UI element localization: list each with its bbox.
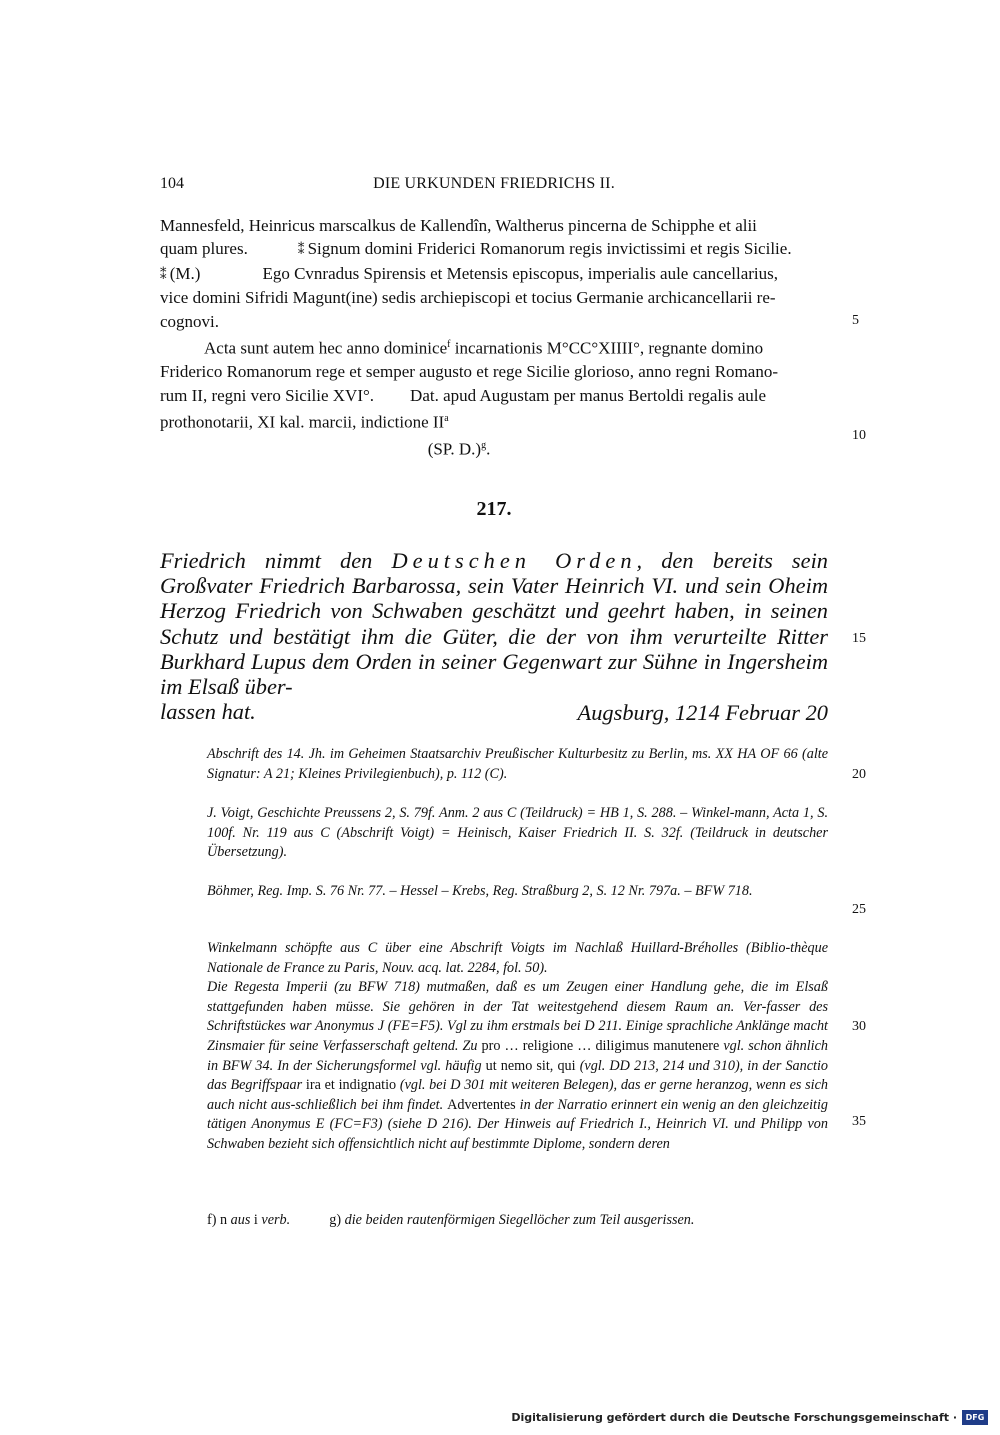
- dfg-logo-icon: DFG: [962, 1410, 988, 1425]
- running-head: DIE URKUNDEN FRIEDRICHS II.: [373, 175, 615, 192]
- line-number: 20: [852, 767, 866, 782]
- text-line: prothonotarii, XI kal. marcii, indictione $II^a$: [160, 412, 449, 432]
- text-line: Mannesfeld, Heinricus marscalkus de Kallendîn, Waltherus pincerna de Schipphe et alii: [160, 216, 757, 235]
- footnotes: [207, 1212, 694, 1229]
- footnote-f: f) n aus i verb.: [207, 1212, 291, 1228]
- text-line: Friderico Romanorum rege et semper augusto et rege Sicilie glorioso, anno regni Romano-: [160, 362, 778, 382]
- line-number: 35: [852, 1114, 866, 1129]
- line-number: 10: [852, 428, 866, 443]
- line-number: 30: [852, 1019, 866, 1034]
- charter-text: [160, 214, 828, 461]
- order-name: Deutschen Orden: [391, 548, 637, 573]
- text-line: vice domini Sifridi Magunt(ine) sedis archiepiscopi et tocius Germanie archicancellarii re-: [160, 288, 776, 308]
- regesta-note: Böhmer, Reg. Imp. S. 76 Nr. 77. – Hessel – Krebs, Reg. Straßburg 2, S. 12 Nr. 797a. – BFW 718.: [207, 883, 753, 899]
- editions-note: J. Voigt, Geschichte Preussens 2, S. 79f. Anm. 2 aus C (Teildruck) = HB 1, S. 288. – Winkel-mann, Acta 1, S. 100f. Nr. 119 aus C (Abschrift Voigt) = Heinisch, Kaiser Friedrich II. S. 32f. (Teildruck in deutscher Übersetzung).: [207, 805, 828, 861]
- signum-mark-icon: ⁑: [297, 242, 304, 258]
- commentary: Winkelmann schöpfte aus C über eine Abschrift Voigts im Nachlaß Huillard-Bréholles (Biblio-thèque Nationale de France zu Paris, Nouv. acq. lat. 2284, fol. 50). Die Regesta Imperii (zu BFW 718) mutmaßen, daß es um Zeugen einer Handlung gehe, die im Elsaß stattgefunden haben müsse. Sie gehören in der Tat weitestgehend diesem Raum an. Ver-fasser des Schriftstückes war Anonymus J (FE=F5). Vgl zu ihm erstmals bei D 211. Einige sprachliche Anklänge macht Zinsmaier für seine Verfasserschaft geltend. Zu pro … religione … diligimus manutenere vgl. schon ähnlich in BFW 34. In der Sicherungsformel vgl. häufig ut nemo sit, qui (vgl. DD 213, 214 und 310), in der Sanctio das Begriffspaar ira et indignatio (vgl. bei D 301 mit weiteren Belegen), das er gerne heranzog, wenn es sich auch nicht aus-schließlich bei ihm findet. Advertentes in der Narratio erinnert ein wenig an den gleichzeitig tätigen Anonymus E (FC=F3) (siehe D 216). Der Hinweis auf Friedrich I., Heinrich VI. und Philipp von Schwaben bezieht sich offensichtlich nicht auf bestimmte Diplome, sondern deren: [207, 940, 829, 1152]
- regest: Friedrich nimmt den Deutschen Orden, den bereits sein Großvater Friedrich Barbarossa, sein Vater Heinrich VI. und sein Oheim Herzog Friedrich von Schwaben geschätzt und geehrt haben, in seinen Schutz und bestätigt ihm die Güter, die der von ihm verurteilte Ritter Burkhard Lupus dem Orden in seiner Gegenwart zur Sühne in Ingersheim im Elsaß über- lassen hat.: [160, 548, 828, 725]
- footnote-g: g) die beiden rautenförmigen Siegellöcher zum Teil ausgerissen.: [329, 1212, 695, 1228]
- signum-mark-icon: ⁑: [160, 266, 166, 282]
- document-number: 217.: [476, 498, 512, 520]
- line-number: 25: [852, 902, 866, 917]
- seal-note: (SP. D.)$^g$.: [427, 439, 491, 459]
- page-number: 104: [160, 175, 184, 192]
- text-line: rum II, regni vero Sicilie XVI°. Dat. apud Augustam per manus Bertoldi regalis aule: [160, 385, 767, 405]
- text-line: Acta sunt autem hec anno dominice$^f$ incarnationis M°CC°XIIII°, regnante domino: [204, 338, 764, 358]
- text-line: quam plures. ⁑ Signum domini Friderici Romanorum regis invictissimi et regis Sicilie.: [160, 239, 792, 259]
- document-date: Augsburg, 1214 Februar 20: [577, 700, 828, 725]
- line-number: 5: [852, 313, 859, 328]
- digitization-credit: Digitalisierung gefördert durch die Deutsche Forschungsgemeinschaft · DFG: [511, 1410, 988, 1425]
- text-line: ⁑ (M.) Ego Cvnradus Spirensis et Metensis episcopus, imperialis aule cancellarius,: [160, 263, 779, 283]
- line-number: 15: [852, 631, 866, 646]
- transmission-note: Abschrift des 14. Jh. im Geheimen Staatsarchiv Preußischer Kulturbesitz zu Berlin, ms. XX HA OF 66 (alte Signatur: A 21; Kleines Privilegienbuch), p. 112 (C).: [207, 746, 828, 782]
- text-line: cognovi.: [160, 311, 220, 331]
